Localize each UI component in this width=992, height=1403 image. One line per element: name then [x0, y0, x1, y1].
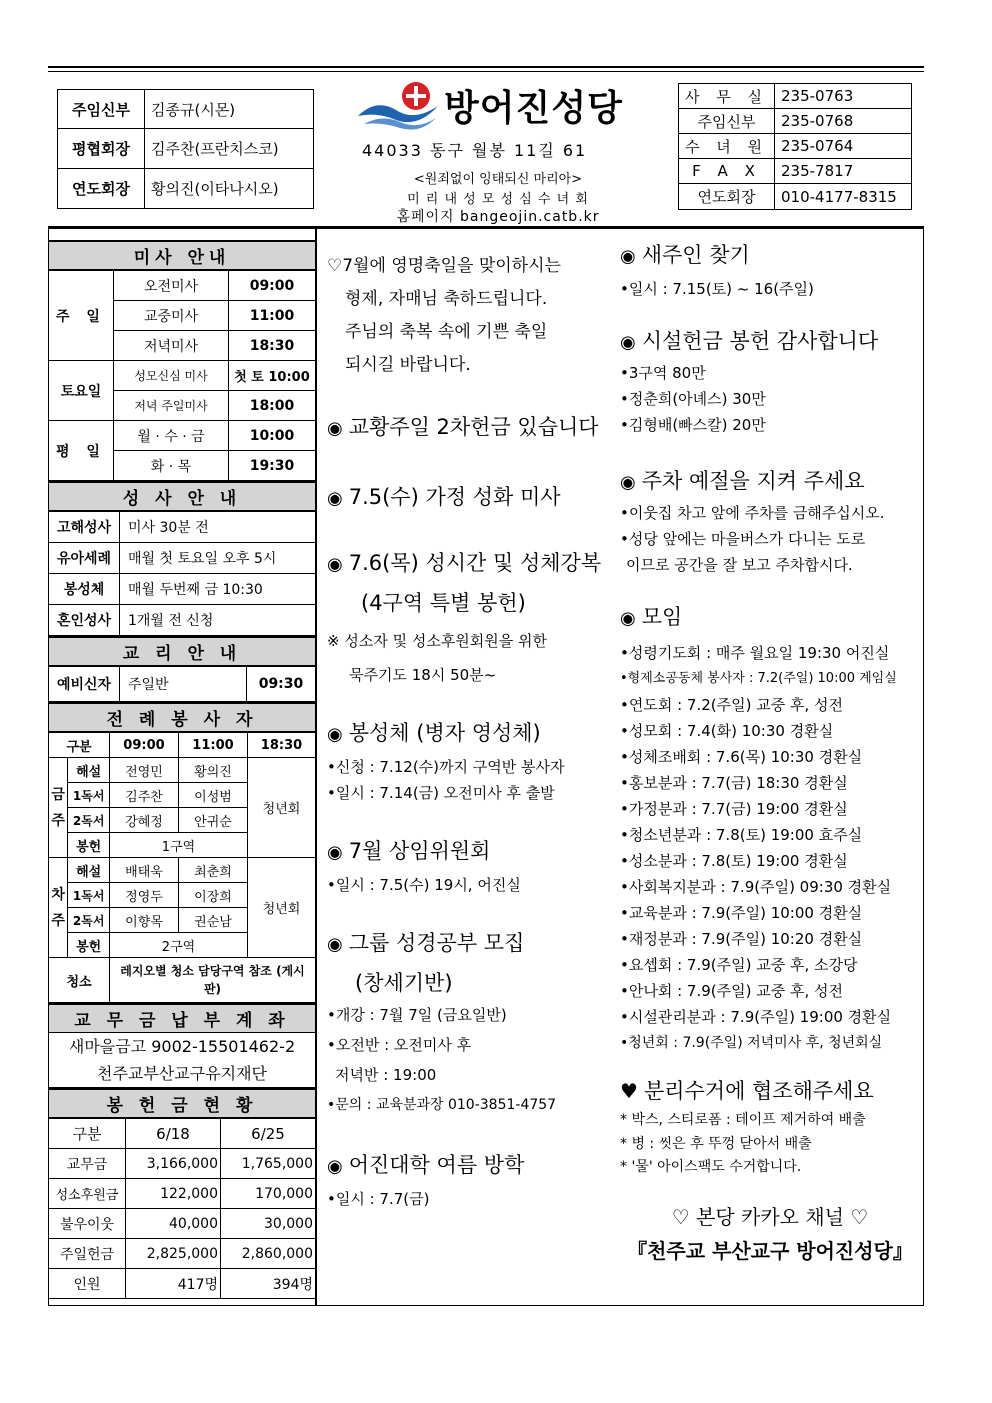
account-header: 교 무 금 납 부 계 좌	[48, 1003, 316, 1033]
notice-heading	[620, 602, 920, 634]
server-name: 이성범	[179, 783, 248, 808]
notice-text: •개강 : 7월 7일 (금요일반)	[327, 1006, 507, 1024]
server-name: 전영민	[110, 758, 179, 783]
parish-logo-icon	[356, 76, 440, 132]
week-label-char: 금	[51, 786, 65, 803]
mass-time: 09:00	[229, 271, 316, 301]
notice-title: 모임	[641, 605, 683, 629]
day-label: 평 일	[49, 421, 114, 481]
offering-district: 1구역	[110, 833, 248, 858]
meeting-item: •재정분과 : 7.9(주일) 10:20 경환실	[620, 930, 863, 948]
contact-value: 235-0768	[775, 109, 912, 134]
youth-group: 청년회	[248, 858, 316, 958]
contact-value: 235-7817	[775, 159, 912, 184]
recycling-item: * 박스, 스티로폼 : 테이프 제거하여 배출	[620, 1112, 866, 1128]
role-label: 해설	[68, 858, 110, 883]
contact-label: F A X	[679, 159, 775, 184]
contacts-table	[678, 83, 912, 210]
doctrine-class: 주일반	[120, 667, 247, 702]
notice-bullet-icon: ◉	[327, 488, 343, 509]
notice-text: •일시 : 7.7(금)	[327, 1190, 430, 1208]
role-label: 해설	[68, 758, 110, 783]
notice-title: 새주인 찾기	[641, 243, 750, 267]
donation-item: •정춘희(아녜스) 30만	[620, 390, 766, 408]
notice-text: 저녁반 : 19:00	[335, 1066, 437, 1084]
kakao-channel-name: 『천주교 부산교구 방어진성당』	[627, 1239, 913, 1263]
notice-heading	[327, 412, 612, 444]
notice-heading	[327, 1150, 612, 1182]
notice-text: ※ 성소자 및 성소후원회원을 위한	[327, 632, 548, 650]
day-label: 토요일	[49, 361, 114, 421]
notice-bullet-icon: ◉	[327, 724, 343, 745]
mass-time: 18:30	[229, 331, 316, 361]
week-label	[49, 758, 68, 858]
frame-top-rule	[48, 226, 924, 228]
week-label	[49, 858, 68, 958]
notice-title: 주차 예절을 지켜 주세요	[641, 469, 865, 493]
account-holder: 천주교부산교구유지재단	[96, 1064, 268, 1083]
offering-type: 성소후원금	[49, 1179, 126, 1209]
clergy-label: 연도회장	[58, 169, 145, 209]
offering-district: 2구역	[110, 933, 248, 958]
sacrament-info: 매월 첫 토요일 오후 5시	[120, 543, 316, 574]
offering-amount: 394명	[221, 1269, 316, 1299]
notice-heading	[327, 482, 612, 514]
mass-guide-header: 미사 안내	[48, 240, 316, 270]
offering-col-head: 6/25	[221, 1119, 316, 1149]
greeting-line: 되시길 바랍니다.	[345, 355, 471, 375]
notice-text: 이므로 공간을 잘 보고 주차합시다.	[626, 556, 853, 574]
recycling-item: * 병 : 씻은 후 뚜껑 닫아서 배출	[620, 1136, 812, 1152]
notice-text: •일시 : 7.15(토) ~ 16(주일)	[620, 280, 814, 298]
meeting-item: •시설관리분과 : 7.9(주일) 19:00 경환실	[620, 1008, 892, 1026]
meeting-item: •요셉회 : 7.9(주일) 교중 후, 소강당	[620, 956, 858, 974]
doctrine-header: 교 리 안 내	[48, 636, 316, 666]
mass-name: 화 · 목	[114, 451, 229, 481]
server-name: 김주찬	[110, 783, 179, 808]
role-label: 1독서	[68, 783, 110, 808]
left-sidebar	[48, 240, 316, 1299]
notice-bullet-icon: ◉	[327, 1156, 343, 1177]
server-name: 강혜정	[110, 808, 179, 833]
day-label: 주 일	[49, 271, 114, 361]
mass-name: 교중미사	[114, 301, 229, 331]
clergy-label: 평협회장	[58, 129, 145, 169]
contact-label: 주임신부	[679, 109, 775, 134]
week-label-char: 주	[51, 812, 65, 829]
server-name: 황의진	[179, 758, 248, 783]
server-name: 권순남	[179, 908, 248, 933]
mass-time: 10:00	[229, 421, 316, 451]
contact-value: 235-0763	[775, 84, 912, 109]
doctrine-table	[48, 666, 316, 702]
sacrament-header: 성 사 안 내	[48, 481, 316, 511]
kakao-channel-title: ♡ 본당 카카오 채널 ♡	[671, 1205, 869, 1229]
offering-amount: 417명	[126, 1269, 221, 1299]
offering-col-head: 6/18	[126, 1119, 221, 1149]
notice-title: 시설헌금 봉헌 감사합니다	[641, 329, 879, 353]
notice-text: •성당 앞에는 마을버스가 다니는 도로	[620, 530, 866, 548]
meeting-item: •성모회 : 7.4(화) 10:30 경환실	[620, 722, 834, 740]
notice-heading	[327, 548, 612, 580]
notice-title: 7.6(목) 성시간 및 성체강복	[348, 551, 602, 575]
role-label: 2독서	[68, 808, 110, 833]
clergy-value: 김주찬(프란치스코)	[145, 129, 314, 169]
offering-type: 주일헌금	[49, 1239, 126, 1269]
sacrament-name: 봉성체	[49, 574, 120, 605]
meeting-item: •안나회 : 7.9(주일) 교중 후, 성전	[620, 982, 843, 1000]
account-box	[48, 1033, 316, 1088]
mass-name: 저녁미사	[114, 331, 229, 361]
homepage: 홈페이지 bangeojin.catb.kr	[396, 209, 600, 225]
meeting-item: •청년회 : 7.9(주일) 저녁미사 후, 청년회실	[620, 1035, 883, 1051]
notice-bullet-icon: ◉	[620, 246, 636, 267]
notice-title: 분리수거에 협조해주세요	[643, 1079, 874, 1103]
mass-name: 성모신심 미사	[114, 361, 229, 391]
notice-bullet-icon: ◉	[620, 332, 636, 353]
sacrament-name: 고해성사	[49, 512, 120, 543]
offering-table	[48, 1118, 316, 1299]
sacrament-name: 유아세례	[49, 543, 120, 574]
notice-title: 어진대학 여름 방학	[348, 1153, 525, 1177]
greeting-line: 주님의 축복 속에 기쁜 축일	[345, 322, 548, 342]
meeting-item: •교육분과 : 7.9(주일) 10:00 경환실	[620, 904, 863, 922]
role-label: 2독서	[68, 908, 110, 933]
notice-text: •이웃집 차고 앞에 주차를 금해주십시오.	[620, 504, 885, 522]
mass-name: 저녁 주일미사	[114, 391, 229, 421]
contact-label: 연도회장	[679, 184, 775, 210]
meeting-item: •가정분과 : 7.7(금) 19:00 경환실	[620, 800, 848, 818]
offering-amount: 30,000	[221, 1209, 316, 1239]
week-label-char: 주	[51, 912, 65, 929]
account-number: 새마을금고 9002-15501462-2	[68, 1037, 296, 1056]
contact-value: 010-4177-8315	[775, 184, 912, 210]
right-column	[620, 240, 920, 1266]
servers-col-head: 18:30	[248, 733, 316, 758]
notice-text: 묵주기도 18시 50분~	[349, 666, 497, 684]
mass-time: 11:00	[229, 301, 316, 331]
heart-icon: ♥	[620, 1079, 638, 1103]
server-name: 이장희	[179, 883, 248, 908]
sacrament-info: 매월 두번째 금 10:30	[120, 574, 316, 605]
notice-heading	[620, 240, 920, 272]
meeting-item: •연도회 : 7.2(주일) 교중 후, 성전	[620, 696, 843, 714]
doctrine-time: 09:30	[247, 667, 316, 702]
donation-item: •3구역 80만	[620, 364, 706, 382]
convent-name: 미 리 내 성 모 성 심 수 녀 회	[407, 192, 589, 207]
notice-bullet-icon: ◉	[620, 608, 636, 629]
clergy-value: 김종규(시몬)	[145, 90, 314, 129]
sacrament-info: 미사 30분 전	[120, 512, 316, 543]
meeting-item: •형제소공동체 봉사자 : 7.2(주일) 10:00 계임실	[620, 671, 897, 686]
role-label: 봉헌	[68, 833, 110, 858]
cleaning-label: 청소	[49, 958, 110, 1003]
meeting-item: •홍보분과 : 7.7(금) 18:30 경환실	[620, 774, 848, 792]
youth-group: 청년회	[248, 758, 316, 858]
offering-header: 봉 헌 금 현 황	[48, 1088, 316, 1118]
sacrament-name: 혼인성사	[49, 605, 120, 636]
server-name: 안귀순	[179, 808, 248, 833]
notice-bullet-icon: ◉	[327, 842, 343, 863]
meetings-list	[620, 640, 920, 1056]
clergy-table	[57, 89, 314, 209]
meeting-item: •사회복지분과 : 7.9(주일) 09:30 경환실	[620, 878, 892, 896]
offering-amount: 3,166,000	[126, 1149, 221, 1179]
week-label-char: 차	[51, 886, 65, 903]
offering-amount: 170,000	[221, 1179, 316, 1209]
notice-bullet-icon: ◉	[327, 554, 343, 575]
meeting-item: •청소년분과 : 7.8(토) 19:00 효주실	[620, 826, 863, 844]
notice-text: •오전반 : 오전미사 후	[327, 1036, 472, 1054]
server-name: 정영두	[110, 883, 179, 908]
top-rule	[48, 66, 924, 68]
greeting-line: 형제, 자매님 축하드립니다.	[345, 289, 548, 309]
notice-bullet-icon: ◉	[327, 934, 343, 955]
offering-amount: 40,000	[126, 1209, 221, 1239]
servers-header: 전 례 봉 사 자	[48, 702, 316, 732]
server-name: 이향목	[110, 908, 179, 933]
servers-table	[48, 732, 316, 1003]
offering-type: 교무금	[49, 1149, 126, 1179]
mass-name: 월 · 수 · 금	[114, 421, 229, 451]
notice-heading	[620, 1076, 920, 1106]
notice-heading	[620, 326, 920, 358]
contact-label: 수 녀 원	[679, 134, 775, 159]
role-label: 1독서	[68, 883, 110, 908]
offering-col-head: 구분	[49, 1119, 126, 1149]
notice-heading	[327, 718, 612, 750]
sacrament-info: 1개월 전 신청	[120, 605, 316, 636]
offering-amount: 1,765,000	[221, 1149, 316, 1179]
contact-label: 사 무 실	[679, 84, 775, 109]
notice-title: 7월 상임위원회	[348, 839, 491, 863]
notice-title: 교황주일 2차헌금 있습니다	[348, 415, 599, 439]
notice-title: 7.5(수) 가정 성화 미사	[348, 485, 561, 509]
parish-name: 방어진성당	[444, 88, 623, 129]
servers-col-head: 11:00	[179, 733, 248, 758]
offering-type: 인원	[49, 1269, 126, 1299]
offering-amount: 2,825,000	[126, 1239, 221, 1269]
contact-value: 235-0764	[775, 134, 912, 159]
offering-type: 불우이웃	[49, 1209, 126, 1239]
mass-time: 18:00	[229, 391, 316, 421]
greeting-line: ♡7월에 영명축일을 맞이하시는	[327, 256, 561, 276]
servers-col-head: 09:00	[110, 733, 179, 758]
notice-title: 봉성체 (병자 영성체)	[348, 721, 541, 745]
clergy-label: 주임신부	[58, 90, 145, 129]
notice-bullet-icon: ◉	[620, 472, 636, 493]
address: 44033 동구 월봉 11길 61	[362, 141, 588, 160]
notice-bullet-icon: ◉	[327, 418, 343, 439]
notice-text: •일시 : 7.14(금) 오전미사 후 출발	[327, 784, 555, 802]
mass-time: 첫 토 10:00	[229, 361, 316, 391]
server-name: 배태욱	[110, 858, 179, 883]
clergy-value: 황의진(이타나시오)	[145, 169, 314, 209]
sacrament-table	[48, 511, 316, 636]
recycling-item: * '물' 아이스팩도 수거합니다.	[620, 1159, 802, 1175]
cleaning-info: 레지오별 청소 담당구역 참조 (게시판)	[110, 958, 316, 1003]
doctrine-name: 예비신자	[49, 667, 120, 702]
notice-heading	[327, 836, 612, 868]
notice-text: •일시 : 7.5(수) 19시, 어진실	[327, 876, 521, 894]
notice-subtitle: (창세기반)	[355, 971, 453, 995]
server-name: 최춘희	[179, 858, 248, 883]
motto: <원죄없이 잉태되신 마리아>	[413, 172, 583, 187]
notice-subtitle: (4구역 특별 봉헌)	[361, 591, 526, 615]
notice-title: 그룹 성경공부 모집	[348, 931, 525, 955]
middle-column	[327, 250, 612, 1212]
mass-time: 19:30	[229, 451, 316, 481]
mass-name: 오전미사	[114, 271, 229, 301]
top-rule-thin	[48, 71, 924, 72]
offering-amount: 2,860,000	[221, 1239, 316, 1269]
servers-col-head: 구분	[49, 733, 110, 758]
notice-heading	[327, 928, 612, 960]
offering-amount: 122,000	[126, 1179, 221, 1209]
notice-heading	[620, 466, 920, 498]
meeting-item: •성체조배회 : 7.6(목) 10:30 경환실	[620, 748, 863, 766]
meeting-item: •성령기도회 : 매주 월요일 19:30 어진실	[620, 644, 890, 662]
mass-table	[48, 270, 316, 481]
notice-text: •문의 : 교육분과장 010-3851-4757	[327, 1097, 557, 1113]
meeting-item: •성소분과 : 7.8(토) 19:00 경환실	[620, 852, 848, 870]
role-label: 봉헌	[68, 933, 110, 958]
donation-item: •김형배(빠스칼) 20만	[620, 416, 766, 434]
notice-text: •신청 : 7.12(수)까지 구역반 봉사자	[327, 758, 565, 776]
